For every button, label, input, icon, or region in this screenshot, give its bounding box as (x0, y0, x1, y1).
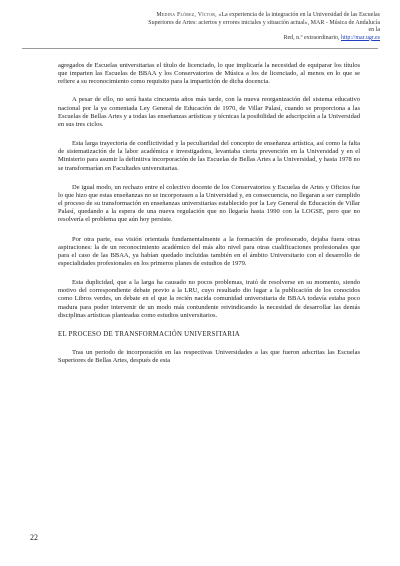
paragraph: Por otra parte, esa visión orientada fundamentalmente a la formación de profesorado, dejaba fuera otras aspiraciones: la de un reconocimiento académico del más alto nivel para otras cualificaciones profesionales que para el caso de las BBAA, ya habían quedado incluidas también en el ámbito Universitario con el desarrollo de especialidades profesionales en los primeros planes de estudios de 1979. (58, 235, 360, 267)
header-line-3 (148, 35, 380, 43)
paragraph-continuation: agregados de Escuelas universitarias el título de licenciado, lo que implicaría la necesidad de equiparar los títulos que imparten las Escuelas de BBAA y los Conservatorios de Música a los de licenciado, al menos en lo que se refiere a su reconocimiento como requisito para la impartición de dicha docencia. (58, 62, 360, 86)
header-divider (22, 48, 378, 49)
header-author: Medina Flórez, Víctor, (156, 12, 217, 18)
journal-link[interactable]: http://mar.ugr.es (341, 34, 380, 41)
header-line-2: Superiores de Artes: aciertos y errores iniciales y situación actual», MAR - Música de Andalucía en la (148, 19, 380, 34)
body-text (58, 62, 360, 376)
section-heading: EL PROCESO DE TRANSFORMACIÓN UNIVERSITARIA (58, 330, 240, 338)
header-title-part: «La experiencia de la integración en la Universidad de las Escuelas (216, 12, 380, 18)
page-number: 22 (30, 533, 38, 542)
paragraph: Esta larga trayectoria de conflictividad y la peculiaridad del concepto de enseñanza artística, así como la falta de sistematización de la labor académica e investigadora, levantaba cierta prevención en la Universidad y en el Ministerio para asumir la definitiva incorporación de las Escuelas de Bellas Artes a la Universidad, y hasta 1978 no se transformarían en Facultades universitarias. (58, 140, 360, 172)
running-header (148, 12, 380, 42)
header-issue: Red, n.º extraordinario, (283, 34, 341, 41)
header-line-1 (148, 12, 380, 20)
paragraph: A pesar de ello, no será hasta cincuenta años más tarde, con la nueva reorganización del sistema educativo nacional por la ya comentada Ley General de Educación de 1970, de Villar Palasí, cuando se proporciona a las Escuelas de Bellas Artes y a todas las enseñanzas artísticas y técnicas la posibilidad de adscripción a la Universidad en sus tres ciclos. (58, 96, 360, 128)
paragraph: Tras un periodo de incorporación en las respectivas Universidades a las que fueron adscritas las Escuelas Superiores de Bellas Artes, después de esta (58, 349, 360, 365)
paragraph: Esta duplicidad, que a la larga ha causado no pocos problemas, trató de resolverse en su momento, siendo motivo del correspondiente debate previo a la LRU, cuyo resultado dio lugar a la publicación de los conocidos como Libros verdes, un debate en el que la recién nacida comunidad universitaria de BBAA todavía estaba poco madura para poder intervenir de un modo más contundente reivindicando la necesidad de desarrollar las demás disciplinas artísticas planteadas como estudios universitarios. (58, 279, 360, 319)
paragraph: De igual modo, un rechazo entre el colectivo docente de los Conservatorios y Escuelas de Artes y Oficios fue lo que hizo que estas enseñanzas no se incorporasen a la Universidad y, en consecuencia, no llegaran a ser cumplido el proceso de su transformación en enseñanzas universitarias establecido por la Ley General de Educación de Villar Palasí, quedando a la espera de una nueva regulación que no llegaría hasta 1990 con la LOGSE, pero que no resolvería el problema que aún hoy persiste. (58, 183, 360, 224)
